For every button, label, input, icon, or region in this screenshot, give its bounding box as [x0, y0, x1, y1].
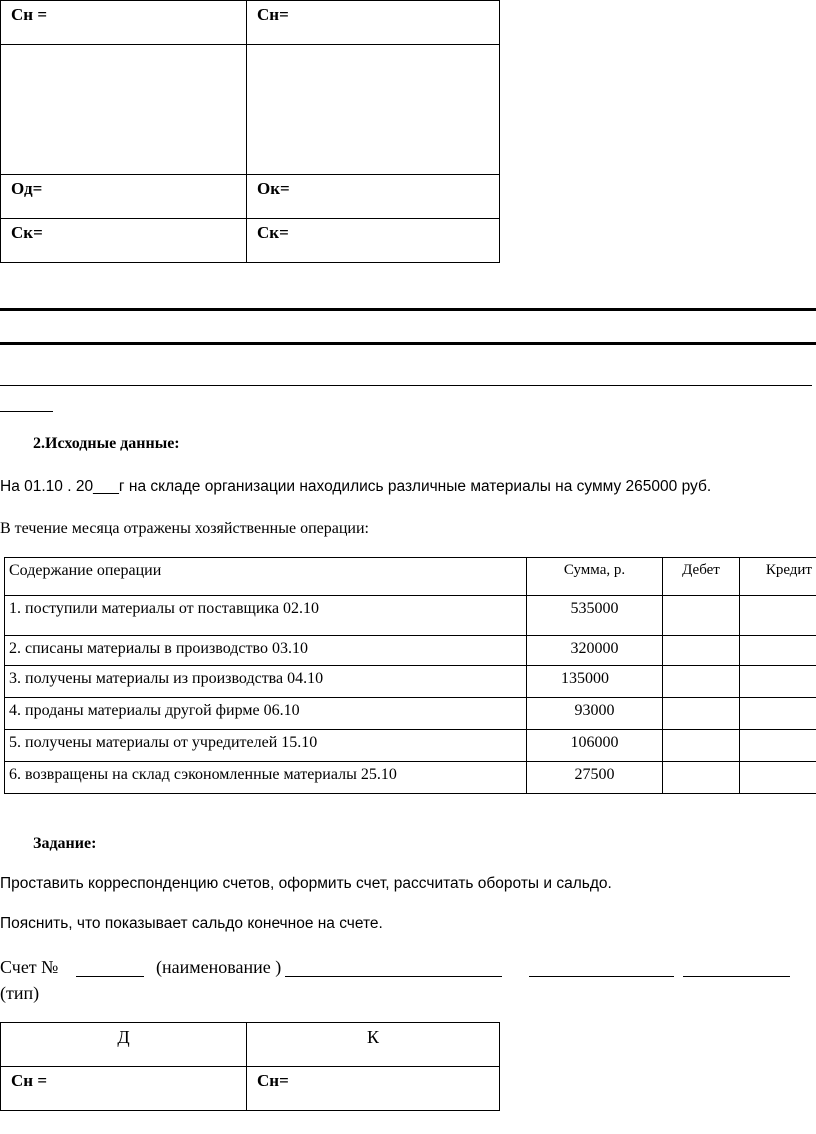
operation-description: 6. возвращены на склад сэкономленные материалы 25.10 — [5, 762, 527, 794]
operation-debit — [663, 666, 740, 698]
task-title: Задание: — [33, 835, 97, 852]
closing-balance-credit: Ск= — [247, 219, 500, 263]
credit-header: К — [247, 1023, 500, 1067]
operation-credit — [740, 596, 816, 636]
operation-description: 3. получены материалы из производства 04.10 — [5, 666, 527, 698]
section-title: 2.Исходные данные: — [33, 435, 180, 452]
operation-credit — [740, 730, 816, 762]
operations-table — [4, 557, 816, 794]
operation-credit — [740, 666, 816, 698]
operation-debit — [663, 698, 740, 730]
account-number-label: Счет № — [0, 957, 59, 977]
operations-intro: В течение месяца отражены хозяйственные операции: — [0, 520, 369, 537]
table-row — [5, 636, 816, 666]
entries-debit-cell — [1, 45, 247, 175]
table-row — [5, 762, 816, 794]
opening-balance-credit: Сн= — [247, 1067, 500, 1111]
header-credit: Кредит — [740, 558, 816, 596]
table-row — [5, 698, 816, 730]
operation-description: 5. получены материалы от учредителей 15.10 — [5, 730, 527, 762]
separator-rule-3 — [0, 385, 812, 386]
account-name-label: (наименование ) — [156, 957, 282, 977]
operation-debit — [663, 730, 740, 762]
bottom-account-table — [0, 1022, 500, 1111]
operation-amount: 535000 — [527, 596, 663, 636]
account-type-label: (тип) — [0, 983, 40, 1003]
separator-rule-1 — [0, 308, 816, 311]
task-line-2: Пояснить, что показывает сальдо конечное на счете. — [0, 915, 383, 932]
operation-description: 4. проданы материалы другой фирме 06.10 — [5, 698, 527, 730]
separator-rule-4 — [0, 411, 53, 412]
header-description: Содержание операции — [5, 558, 527, 596]
header-amount: Сумма, р. — [527, 558, 663, 596]
account-extra-blank-1 — [529, 976, 674, 977]
intro-paragraph: На 01.10 . 20___г на складе организации находились различные материалы на сумму 265000 руб. — [0, 478, 712, 495]
operation-credit — [740, 698, 816, 730]
operation-credit — [740, 762, 816, 794]
turnover-credit: Ок= — [247, 175, 500, 219]
operation-debit — [663, 596, 740, 636]
opening-balance-debit: Сн = — [1, 1, 247, 45]
table-row — [5, 666, 816, 698]
opening-balance-debit: Сн = — [1, 1067, 247, 1111]
closing-balance-debit: Ск= — [1, 219, 247, 263]
operation-amount: 93000 — [527, 698, 663, 730]
operation-amount: 135000 — [527, 666, 663, 698]
operation-description: 2. списаны материалы в производство 03.10 — [5, 636, 527, 666]
turnover-debit: Од= — [1, 175, 247, 219]
header-debit: Дебет — [663, 558, 740, 596]
table-row — [5, 730, 816, 762]
top-account-table — [0, 0, 500, 263]
table-row — [5, 596, 816, 636]
task-line-1: Проставить корреспонденцию счетов, оформить счет, рассчитать обороты и сальдо. — [0, 875, 612, 892]
account-extra-blank-2 — [683, 976, 790, 977]
operation-amount: 27500 — [527, 762, 663, 794]
operation-amount: 320000 — [527, 636, 663, 666]
opening-balance-credit: Сн= — [247, 1, 500, 45]
separator-rule-2 — [0, 342, 816, 345]
debit-header: Д — [1, 1023, 247, 1067]
account-number-blank — [76, 976, 144, 977]
operation-debit — [663, 762, 740, 794]
operation-description: 1. поступили материалы от поставщика 02.10 — [5, 596, 527, 636]
operation-credit — [740, 636, 816, 666]
entries-credit-cell — [247, 45, 500, 175]
operation-amount: 106000 — [527, 730, 663, 762]
account-name-blank — [285, 976, 502, 977]
operation-debit — [663, 636, 740, 666]
